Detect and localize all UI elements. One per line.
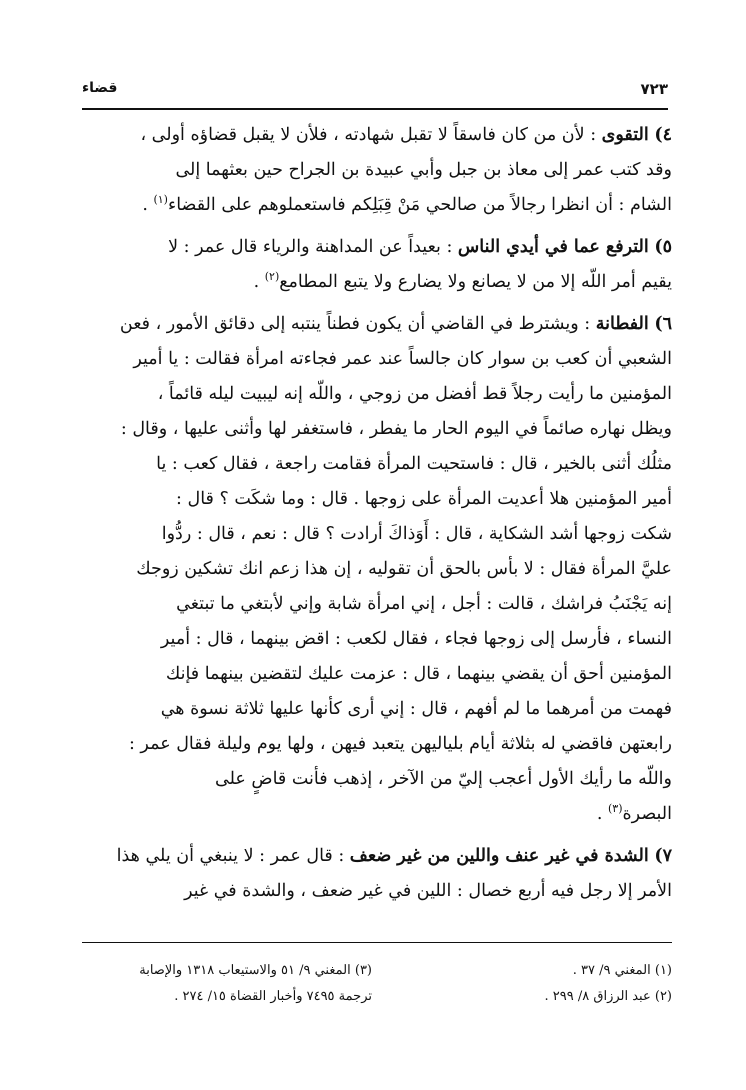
running-head: قضاء [82,80,118,96]
footnote: (٣) المغني ٩/ ٥١ والاستيعاب ١٣١٨ والإصابة [139,963,372,978]
text-line: ٤) التقوى : لأن من كان فاسقاً لا تقبل شهادته ، فلأن لا يقبل قضاؤه أولى ، [140,125,672,145]
text-line: أمير المؤمنين هلا أعديت المرأة على زوجها . قال : وما شكَت ؟ قال : [176,489,672,509]
text-line: رابعتهن فاقضي له بثلاثة أيام بلياليهن يتعبد فيهن ، ولها يوم وليلة فقال عمر : [128,734,672,754]
text-line: عليَّ المرأة فقال : لا بأس بالحق أن تقوليه ، إن هذا زعم انك تشكين زوجك [136,559,672,579]
text-line: الأمر إلا رجل فيه أربع خصال : اللين في غير ضعف ، والشدة في غير [184,881,672,901]
text-line: ٥) الترفع عما في أيدي الناس : بعيداً عن المداهنة والرياء قال عمر : لا [168,237,672,257]
footnotes-column-right [382,958,672,1010]
footnotes [82,958,672,1028]
text-line: ٧) الشدة في غير عنف واللين من غير ضعف : قال عمر : لا ينبغي أن يلي هذا [116,846,672,866]
page-number: ٧٢٣ [640,80,668,98]
item-heading: الفطانة [595,314,649,334]
item-number: ٤) [654,125,672,145]
text-line: إنه يَجْنَبُ فراشك ، قالت : أجل ، إني امرأة شابة وإني لأبتغي ما تبتغي [176,594,672,614]
text-line: واللّه ما رأيك الأول أعجب إليّ من الآخر ، إذهب فأنت قاضٍ على [215,769,672,789]
item-heading: الترفع عما في أيدي الناس [457,237,649,257]
text-line: النساء ، فأرسل إلى زوجها فجاء ، فقال لكعب : اقض بينهما ، قال : أمير [160,629,672,649]
text-line: وقد كتب عمر إلى معاذ بن جبل وأبي عبيدة بن الجراح حين بعثهما إلى [175,160,672,180]
text-line: الشعبي أن كعب بن سوار كان جالساً عند عمر فجاءته امرأة فقالت : يا أمير [133,349,672,369]
page-header [82,80,668,102]
footnote-rule [82,942,672,943]
text-line: شكت زوجها أشد الشكاية ، قال : أَوَذاكَ أرادت ؟ قال : نعم ، قال : ردُّوا [161,524,672,544]
item-number: ٦) [654,314,672,334]
text-line: مثلُك أثنى بالخير ، قال : فاستحيت المرأة فقامت راجعة ، فقال كعب : يا [156,454,672,474]
footnotes-column-left [82,958,372,1010]
text-line: فهمت من أمرهما ما لم أفهم ، قال : إني أرى كأنها عليها ثلاثة نسوة هي [160,699,672,719]
item-shidda [82,839,672,909]
text-line: المؤمنين ما رأيت رجلاً قط أفضل من زوجي ، واللّه إنه ليبيت ليله قائماً ، [157,384,672,404]
text-line: الشام : أن انظرا رجالاً من صالحي مَنْ قِبَلِكم فاستعملوهم على القضاء$^{(١)}$ . [142,193,672,215]
item-heading: التقوى [601,125,649,145]
text-line: البصرة$^{(٣)}$ . [596,802,672,824]
footnote: (١) المغني ٩/ ٣٧ . [572,963,672,978]
item-heading: الشدة في غير عنف واللين من غير ضعف [349,846,649,866]
item-taqwa [82,118,672,223]
footnote-marker: (٣) [608,802,623,816]
text-line: ٦) الفطانة : ويشترط في القاضي أن يكون فطناً ينتبه إلى دقائق الأمور ، فعن [119,314,672,334]
item-taraffu [82,230,672,300]
footnote-marker: (١) [153,193,168,207]
main-text [82,118,672,909]
text-line: ويظل نهاره صائماً في اليوم الحار ما يفطر ، فاستغفر لها وأثنى عليها ، وقال : [120,419,672,439]
item-number: ٥) [654,237,672,257]
header-rule [82,108,668,110]
item-fatana [82,307,672,832]
text-line: المؤمنين أحق أن يقضي بينهما ، قال : عزمت عليك لتقضين بينهما فإنك [165,664,672,684]
footnote: (٢) عبد الرزاق ٨/ ٢٩٩ . [544,989,672,1004]
footnote: ترجمة ٧٤٩٥ وأخبار القضاة ١٥/ ٢٧٤ . [174,989,372,1004]
footnote-marker: (٢) [264,270,280,284]
text-line: يقيم أمر اللّه إلا من لا يصانع ولا يضارع ولا يتبع المطامع$^{(٢)}$ . [253,270,672,292]
item-number: ٧) [654,846,672,866]
